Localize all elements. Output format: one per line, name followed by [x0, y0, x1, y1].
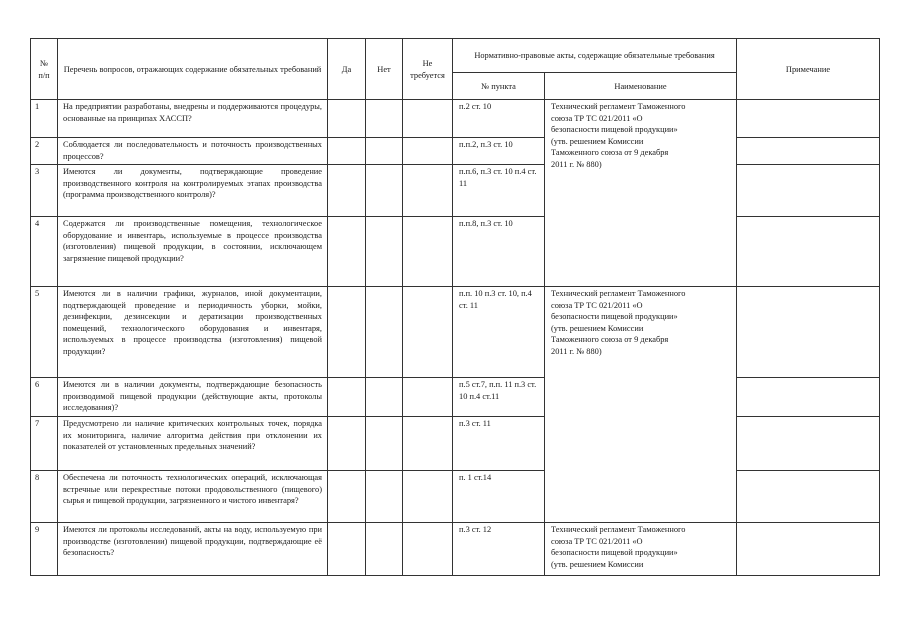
row-question: Соблюдается ли последовательность и поточность производственных процессов? — [58, 138, 328, 165]
row-point: п.5 ст.7, п.п. 11 п.3 ст. 10 п.4 ст.11 — [453, 378, 545, 417]
law-line: 2011 г. № 880) — [551, 159, 602, 169]
checklist-table — [30, 38, 880, 576]
law-line: (утв. решением Комиссии — [551, 559, 644, 569]
row-num: 4 — [31, 217, 58, 287]
row-point: п.п. 10 п.3 ст. 10, п.4 ст. 11 — [453, 287, 545, 378]
answer-yes-cell[interactable] — [328, 417, 366, 471]
answer-no-cell[interactable] — [366, 287, 403, 378]
row-point: п. 1 ст.14 — [453, 471, 545, 523]
answer-no-cell[interactable] — [366, 417, 403, 471]
answer-no-cell[interactable] — [366, 138, 403, 165]
note-cell[interactable] — [737, 217, 880, 287]
note-cell[interactable] — [737, 287, 880, 378]
answer-not-required-cell[interactable] — [403, 378, 453, 417]
header-num: № п/п — [31, 39, 58, 100]
answer-not-required-cell[interactable] — [403, 287, 453, 378]
checklist-page — [30, 38, 879, 576]
row-num: 9 — [31, 523, 58, 576]
note-cell[interactable] — [737, 417, 880, 471]
answer-not-required-cell[interactable] — [403, 217, 453, 287]
header-point: № пункта — [453, 73, 545, 100]
answer-not-required-cell[interactable] — [403, 471, 453, 523]
row-point: п.2 ст. 10 — [453, 100, 545, 138]
table-row — [31, 523, 880, 576]
answer-yes-cell[interactable] — [328, 138, 366, 165]
row-question: Имеются ли в наличии документы, подтверждающие безопасность производимой пищевой продукции (действующие акты, протоколы исследования)? — [58, 378, 328, 417]
header-yes: Да — [328, 39, 366, 100]
row-point: п.п.2, п.3 ст. 10 — [453, 138, 545, 165]
answer-not-required-cell[interactable] — [403, 100, 453, 138]
law-line: безопасности пищевой продукции» — [551, 125, 678, 134]
law-line: безопасности пищевой продукции» — [551, 548, 678, 557]
row-num: 3 — [31, 165, 58, 217]
answer-yes-cell[interactable] — [328, 378, 366, 417]
row-question: Имеются ли в наличии графики, журналов, иной документации, подтверждающей проведение и периодичность уборки, мойки, дезинфекции, дезинсекции и дератизации производственных помещений, технологического оборудования и инвентаря, используемых в процессе производства (изготовления) пищевой продукции? — [58, 287, 328, 378]
law-line: союза ТР ТС 021/2011 «О — [551, 536, 643, 546]
row-num: 7 — [31, 417, 58, 471]
answer-no-cell[interactable] — [366, 471, 403, 523]
law-line: Технический регламент Таможенного — [551, 525, 686, 534]
answer-yes-cell[interactable] — [328, 100, 366, 138]
row-num: 6 — [31, 378, 58, 417]
header-no: Нет — [366, 39, 403, 100]
row-num: 5 — [31, 287, 58, 378]
table-row — [31, 100, 880, 138]
table-row — [31, 378, 880, 417]
header-acts: Нормативно-правовые акты, содержащие обязательные требования — [453, 39, 737, 73]
law-line: Технический регламент Таможенного — [551, 102, 686, 111]
answer-not-required-cell[interactable] — [403, 523, 453, 576]
law-line: безопасности пищевой продукции» — [551, 312, 678, 321]
law-line: союза ТР ТС 021/2011 «О — [551, 300, 643, 310]
table-row — [31, 217, 880, 287]
row-question: Имеются ли протоколы исследований, акты на воду, используемую при производстве (изготовлении) пищевой продукции, подтверждающие её безопасность? — [58, 523, 328, 576]
law-line: (утв. решением Комиссии — [551, 323, 644, 333]
note-cell[interactable] — [737, 100, 880, 138]
note-cell[interactable] — [737, 378, 880, 417]
table-row — [31, 165, 880, 217]
law-name-cell — [545, 100, 737, 287]
header-note: Примечание — [737, 39, 880, 100]
row-question: Имеются ли документы, подтверждающие проведение производственного контроля на контролируемых этапах производства (программа производственного контроля)? — [58, 165, 328, 217]
answer-no-cell[interactable] — [366, 217, 403, 287]
note-cell[interactable] — [737, 471, 880, 523]
answer-yes-cell[interactable] — [328, 523, 366, 576]
answer-not-required-cell[interactable] — [403, 138, 453, 165]
answer-no-cell[interactable] — [366, 165, 403, 217]
answer-yes-cell[interactable] — [328, 471, 366, 523]
header-not-required: Не требуется — [403, 39, 453, 100]
row-question: Содержатся ли производственные помещения, технологическое оборудование и инвентарь, используемые в процессе производства (изготовления) пищевой продукции, в состоянии, исключающем загрязнение пищевой продукции? — [58, 217, 328, 287]
answer-yes-cell[interactable] — [328, 165, 366, 217]
answer-no-cell[interactable] — [366, 378, 403, 417]
header-name: Наименование — [545, 73, 737, 100]
answer-not-required-cell[interactable] — [403, 417, 453, 471]
law-line: (утв. решением Комиссии — [551, 136, 644, 146]
note-cell[interactable] — [737, 138, 880, 165]
row-question: На предприятии разработаны, внедрены и поддерживаются процедуры, основанные на принципах ХАССП? — [58, 100, 328, 138]
row-question: Предусмотрено ли наличие критических контрольных точек, порядка их мониторинга, наличие алгоритма действия при отклонении их показателей от установленных предельных значений? — [58, 417, 328, 471]
law-line: Таможенного союза от 9 декабря — [551, 335, 669, 344]
law-name-cell — [545, 523, 737, 576]
row-point: п.3 ст. 11 — [453, 417, 545, 471]
row-num: 1 — [31, 100, 58, 138]
law-line: союза ТР ТС 021/2011 «О — [551, 113, 643, 123]
law-line: Технический регламент Таможенного — [551, 289, 686, 298]
answer-not-required-cell[interactable] — [403, 165, 453, 217]
header-questions: Перечень вопросов, отражающих содержание обязательных требований — [58, 39, 328, 100]
answer-yes-cell[interactable] — [328, 217, 366, 287]
table-row — [31, 138, 880, 165]
note-cell[interactable] — [737, 165, 880, 217]
answer-no-cell[interactable] — [366, 523, 403, 576]
note-cell[interactable] — [737, 523, 880, 576]
law-name-cell — [545, 287, 737, 523]
row-point: п.3 ст. 12 — [453, 523, 545, 576]
row-question: Обеспечена ли поточность технологических операций, исключающая встречные или перекрестные потоки продовольственного (пищевого) сырья и пищевой продукции, загрязненного и чистого инвентаря? — [58, 471, 328, 523]
row-point: п.п.6, п.3 ст. 10 п.4 ст. 11 — [453, 165, 545, 217]
row-num: 8 — [31, 471, 58, 523]
row-point: п.п.8, п.3 ст. 10 — [453, 217, 545, 287]
answer-no-cell[interactable] — [366, 100, 403, 138]
law-line: Таможенного союза от 9 декабря — [551, 148, 669, 157]
law-line: 2011 г. № 880) — [551, 346, 602, 356]
table-row — [31, 417, 880, 471]
row-num: 2 — [31, 138, 58, 165]
table-row — [31, 471, 880, 523]
answer-yes-cell[interactable] — [328, 287, 366, 378]
table-row — [31, 287, 880, 378]
